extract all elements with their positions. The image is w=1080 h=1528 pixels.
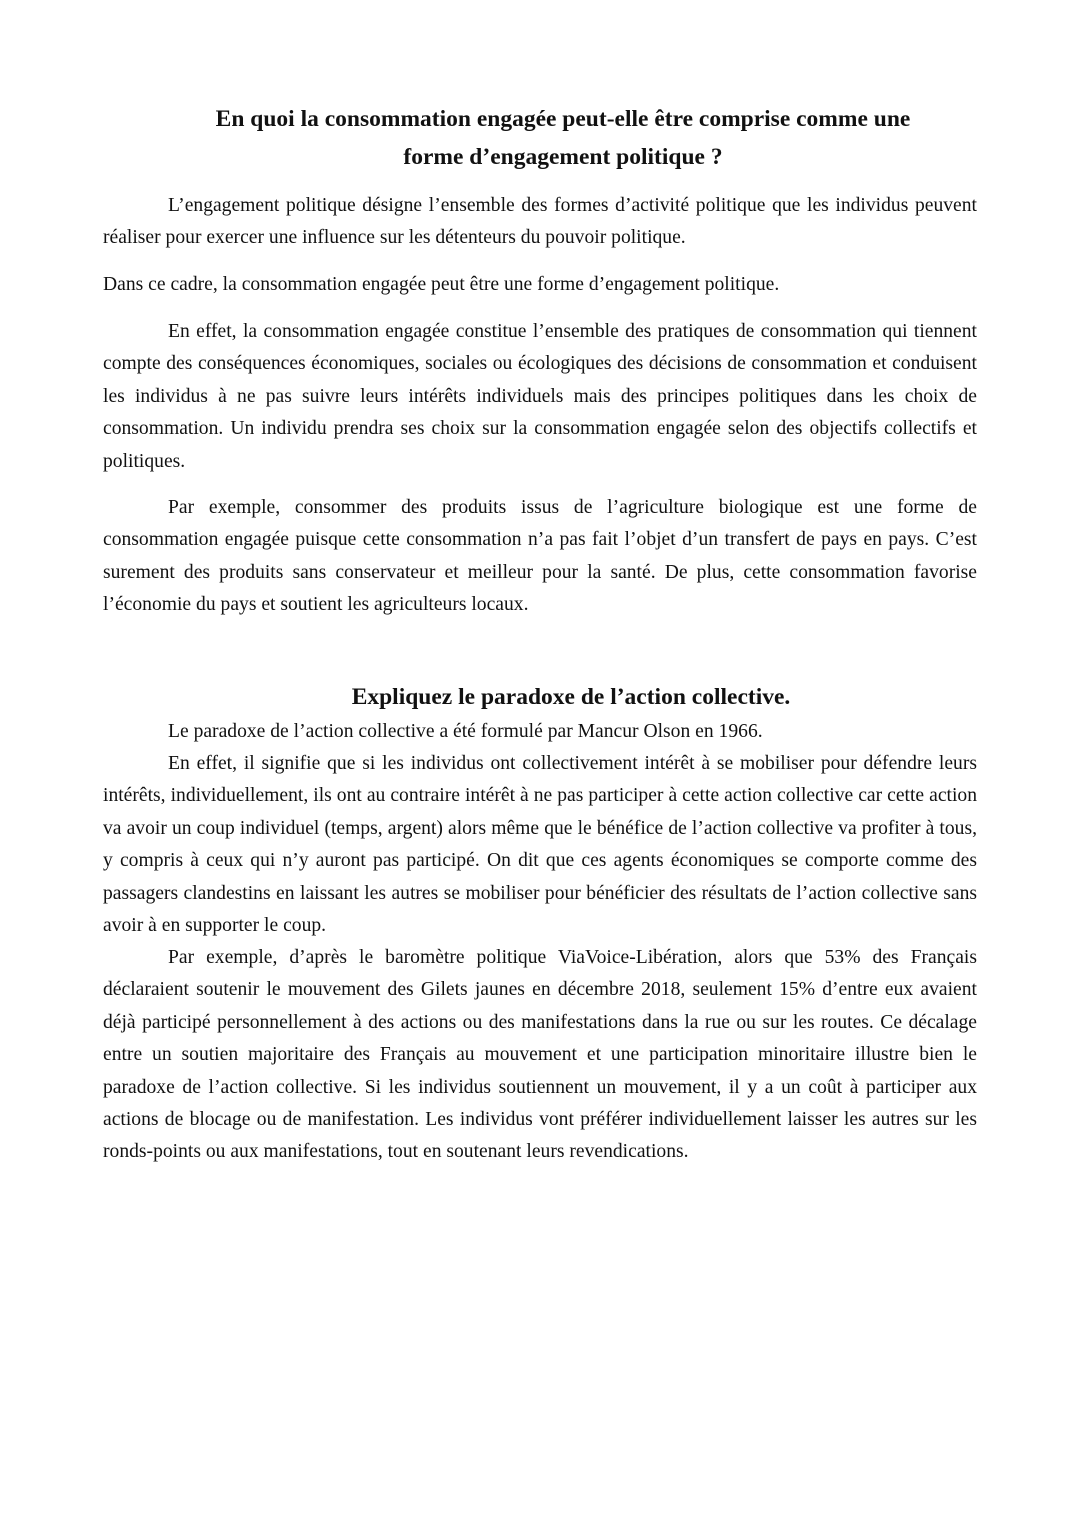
section-2-title: Expliquez le paradoxe de l’action collective. xyxy=(351,684,791,710)
section-2-paragraph-2: En effet, il signifie que si les individus ont collectivement intérêt à se mobiliser pour défendre leurs intérêts, individuellement, ils ont au contraire intérêt à ne pas participer à cette action collective car cette action va avoir un coup individuel (temps, argent) alors même que le bénéfice de l’action collective va profiter à tous, y compris à ceux qui n’y auront pas participé. On dit que ces agents économiques se comporte comme des passagers clandestins en laissant les autres se mobiliser pour bénéficier des résultats de l’action collective sans avoir à en supporter le coup. xyxy=(103,753,977,937)
section-2-paragraph-3: Par exemple, d’après le baromètre politique ViaVoice-Libération, alors que 53% des Français déclaraient soutenir le mouvement des Gilets jaunes en décembre 2018, seulement 15% d’entre eux avaient déjà participé personnellement à des actions ou des manifestations dans la rue ou sur les routes. Ce décalage entre un soutien majoritaire des Français au mouvement et une participation minoritaire illustre bien le paradoxe de l’action collective. Si les individus soutiennent un mouvement, il y a un coût à participer aux actions de blocage ou de manifestation. Les individus vont préférer individuellement laisser les autres sur les ronds-points ou aux manifestations, tout en soutenant leurs revendications. xyxy=(103,947,977,1163)
section-1-paragraph-1: L’engagement politique désigne l’ensemble des formes d’activité politique que les individus peuvent réaliser pour exercer une influence sur les détenteurs du pouvoir politique. xyxy=(103,195,977,249)
section-1-paragraph-4: Par exemple, consommer des produits issus de l’agriculture biologique est une forme de consommation engagée puisque cette consommation n’a pas fait l’objet d’un transfert de pays en pays. C’est surement des produits sans conservateur et meilleur pour la santé. De plus, cette consommation favorise l’économie du pays et soutient les agriculteurs locaux. xyxy=(103,497,977,616)
section-1-title-line-2: forme d’engagement politique ? xyxy=(403,144,723,170)
section-1-paragraph-3: En effet, la consommation engagée constitue l’ensemble des pratiques de consommation qui tiennent compte des conséquences économiques, sociales ou écologiques des décisions de consommation et conduisent les individus à ne pas suivre leurs intérêts individuels mais des principes politiques dans les choix de consommation. Un individu prendra ses choix sur la consommation engagée selon des objectifs collectifs et politiques. xyxy=(103,321,977,472)
section-1-paragraph-2: Dans ce cadre, la consommation engagée peut être une forme d’engagement politique. xyxy=(103,274,780,295)
section-1-title-line-1: En quoi la consommation engagée peut-elle être comprise comme une xyxy=(215,106,911,132)
section-1-title xyxy=(103,100,977,176)
section-2-paragraph-1: Le paradoxe de l’action collective a été formulé par Mancur Olson en 1966. xyxy=(168,721,763,742)
